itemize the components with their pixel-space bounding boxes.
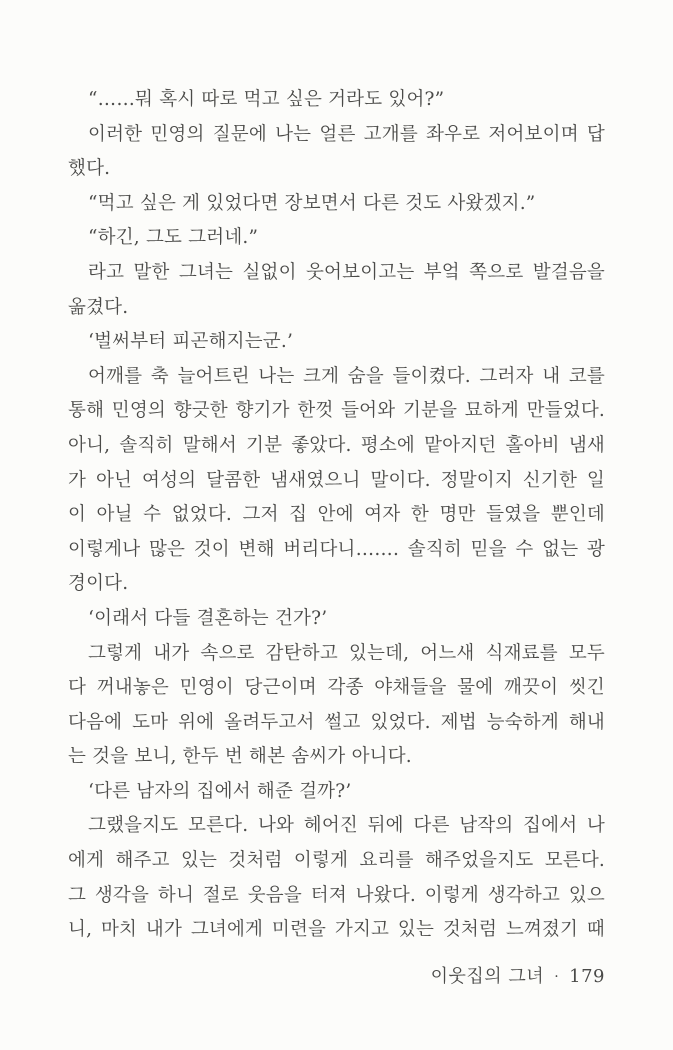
text-line: 이러한 민영의 질문에 나는 얼른 고개를 좌우로 저어보이며 답 <box>88 123 605 145</box>
text-line: 그 생각을 하니 절로 웃음을 터져 나왔다. 이렇게 생각하고 있으 <box>68 884 605 906</box>
text-line: “먹고 싶은 게 있었다면 장보면서 다른 것도 사왔겠지.” <box>88 192 536 214</box>
text-line: 니, 마치 내가 그녀에게 미련을 가지고 있는 것처럼 느껴졌기 때 <box>68 919 605 941</box>
body-text <box>68 83 605 948</box>
text-line: 이 아닐 수 없었다. 그저 집 안에 여자 한 명만 들였을 뿐인데 <box>68 504 605 526</box>
text-line: 이렇게나 많은 것이 변해 버리다니……. 솔직히 믿을 수 없는 광 <box>68 538 605 560</box>
text-line: “……뭐 혹시 따로 먹고 싶은 거라도 있어?” <box>88 89 445 110</box>
footer-separator-dot: · <box>554 969 560 985</box>
text-line: 다 꺼내놓은 민영이 당근이며 각종 야채들을 물에 깨끗이 씻긴 <box>68 677 605 699</box>
text-line: 는 것을 보니, 한두 번 해본 솜씨가 아니다. <box>68 746 412 768</box>
text-line: 아니, 솔직히 말해서 기분 좋았다. 평소에 맡아지던 홀아비 냄새 <box>68 434 605 456</box>
running-title: 이웃집의 그녀 <box>430 966 545 987</box>
text-line: 가 아닌 여성의 달콤한 냄새였으니 말이다. 정말이지 신기한 일 <box>68 469 605 491</box>
page-footer <box>431 962 605 988</box>
text-line: 다음에 도마 위에 올려두고서 썰고 있었다. 제법 능숙하게 해내 <box>68 711 605 733</box>
text-line: 에게 해주고 있는 것처럼 이렇게 요리를 해주었을지도 모른다. <box>68 850 605 872</box>
text-line: ‘이래서 다들 결혼하는 건가?’ <box>88 607 328 629</box>
text-line: ‘다른 남자의 집에서 해준 걸까?’ <box>88 780 352 802</box>
text-line: 그랬을지도 모른다. 나와 헤어진 뒤에 다른 남작의 집에서 나 <box>88 815 605 837</box>
page-number: 179 <box>569 966 605 987</box>
text-line: 옮겼다. <box>68 296 129 318</box>
text-line: 통해 민영의 향긋한 향기가 한껏 들어와 기분을 묘하게 만들었다. <box>68 400 605 422</box>
text-line: 했다. <box>68 158 111 180</box>
text-line: 라고 말한 그녀는 실없이 웃어보이고는 부엌 쪽으로 발걸음을 <box>88 261 605 283</box>
text-line: 그렇게 내가 속으로 감탄하고 있는데, 어느새 식재료를 모두 <box>88 642 605 664</box>
text-line: 어깨를 축 늘어트린 나는 크게 숨을 들이켰다. 그러자 내 코를 <box>88 365 605 387</box>
text-line: ‘벌써부터 피곤해지는군.’ <box>88 331 294 353</box>
text-line: “하긴, 그도 그러네.” <box>88 227 259 249</box>
text-line: 경이다. <box>68 573 129 595</box>
